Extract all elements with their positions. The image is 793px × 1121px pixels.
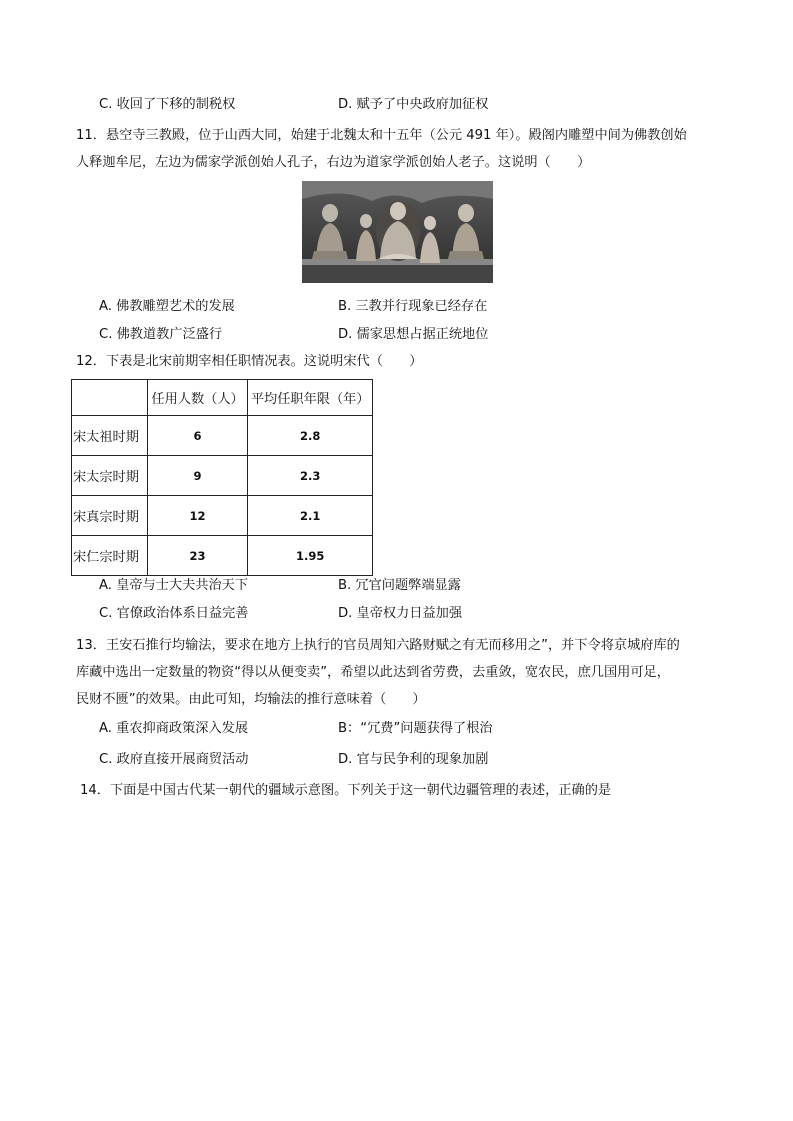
q12-stem: 12．下表是北宋前期宰相任职情况表。这说明宋代（ ） (76, 354, 423, 369)
table-cell-period: 宋真宗时期 (72, 496, 148, 536)
table-header-row (72, 380, 373, 416)
table-cell-count: 6 (147, 416, 248, 456)
q12-option-b: B. 冗官问题弊端显露 (338, 578, 461, 593)
q13-stem-line3: 民财不匮”的效果。由此可知，均输法的推行意味着（ ） (76, 692, 426, 707)
q13-option-b: B：“冗费”问题获得了根治 (338, 721, 493, 736)
table-cell-years: 2.3 (248, 456, 373, 496)
q14-stem: 14．下面是中国古代某一朝代的疆域示意图。下列关于这一朝代边疆管理的表述，正确的是 (80, 783, 612, 798)
table-cell-years: 2.1 (248, 496, 373, 536)
q13-option-c: C. 政府直接开展商贸活动 (99, 752, 249, 767)
q13-option-d: D. 官与民争利的现象加剧 (338, 752, 489, 767)
q13-stem-line2: 库藏中选出一定数量的物资“得以从便变卖”，希望以此达到省劳费，去重敛，宽农民，庶几国用可足， (76, 665, 670, 680)
q11-option-a: A. 佛教雕塑艺术的发展 (99, 299, 235, 314)
q13-option-a: A. 重农抑商政策深入发展 (99, 721, 249, 736)
table-cell-period: 宋仁宗时期 (72, 536, 148, 576)
q11-option-d: D. 儒家思想占据正统地位 (338, 327, 489, 342)
q10-option-c: C. 收回了下移的制税权 (99, 97, 236, 112)
q12-option-c: C. 官僚政治体系日益完善 (99, 606, 249, 621)
table-header-cell: 任用人数（人） (147, 380, 248, 416)
table-cell-count: 12 (147, 496, 248, 536)
table-cell-years: 2.8 (248, 416, 373, 456)
q11-stem-line2: 人释迦牟尼，左边为儒家学派创始人孔子，右边为道家学派创始人老子。这说明（ ） (76, 155, 591, 170)
q12-option-a: A. 皇帝与士大夫共治天下 (99, 578, 249, 593)
table-cell-period: 宋太宗时期 (72, 456, 148, 496)
q11-stem-line1: 11．悬空寺三教殿，位于山西大同，始建于北魏太和十五年（公元 491 年）。殿阁内雕塑中间为佛教创始 (76, 128, 687, 143)
table-row (72, 496, 373, 536)
q13-stem-line1: 13．王安石推行均输法，要求在地方上执行的官员周知六路财赋之有无而移用之”，并下令将京城府库的 (76, 638, 680, 653)
table-row (72, 456, 373, 496)
table-row (72, 536, 373, 576)
q11-option-c: C. 佛教道教广泛盛行 (99, 327, 223, 342)
table-cell-period: 宋太祖时期 (72, 416, 148, 456)
table-header-cell: 平均任职年限（年） (248, 380, 373, 416)
q12-table (71, 379, 373, 576)
table-cell-years: 1.95 (248, 536, 373, 576)
table-cell-count: 23 (147, 536, 248, 576)
sculpture-photo (302, 181, 493, 283)
table-header-cell (72, 380, 148, 416)
q11-option-b: B. 三教并行现象已经存在 (338, 299, 488, 314)
q12-option-d: D. 皇帝权力日益加强 (338, 606, 463, 621)
q10-option-d: D. 赋予了中央政府加征权 (338, 97, 489, 112)
table-row (72, 416, 373, 456)
table-cell-count: 9 (147, 456, 248, 496)
